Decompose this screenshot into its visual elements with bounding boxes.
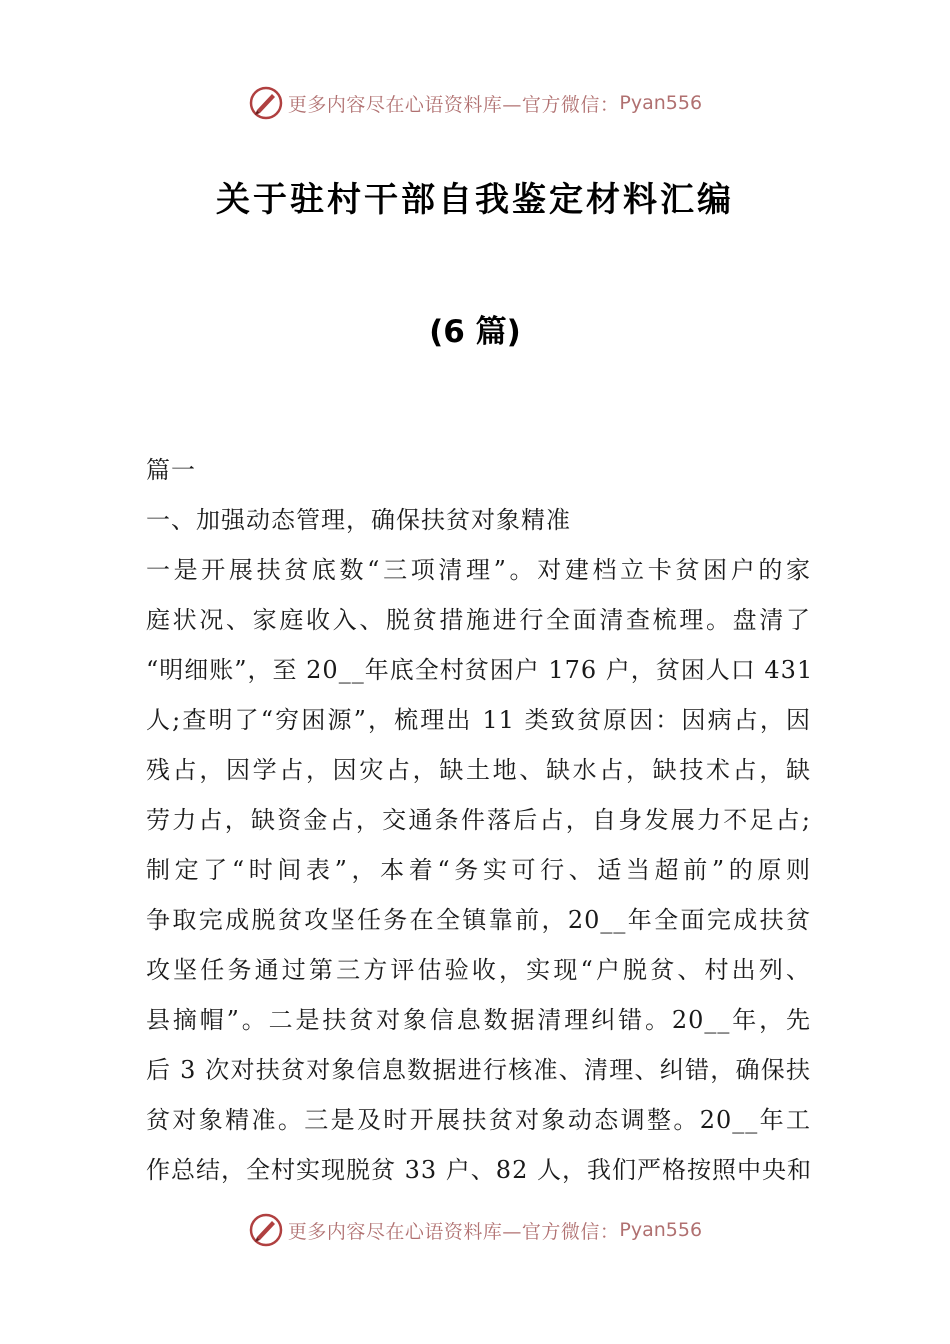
document-subtitle: (6 篇) bbox=[429, 314, 521, 350]
document-title: 关于驻村干部自我鉴定材料汇编 bbox=[216, 180, 734, 220]
body-line: 贫对象精准。三是及时开展扶贫对象动态调整。20__年工 bbox=[146, 1106, 811, 1134]
body-line: 攻坚任务通过第三方评估验收，实现“户脱贫、村出列、 bbox=[146, 956, 811, 984]
watermark-text: 更多内容尽在心语资料库—官方微信： bbox=[287, 1220, 620, 1243]
pen-logo-icon bbox=[248, 85, 284, 121]
document-body bbox=[146, 445, 814, 1195]
watermark-id: Pyan556 bbox=[619, 1219, 703, 1241]
watermark-banner-top bbox=[0, 83, 950, 123]
body-line: 一是开展扶贫底数“三项清理”。对建档立卡贫困户的家 bbox=[146, 556, 811, 584]
watermark-banner-bottom bbox=[0, 1210, 950, 1250]
watermark-id: Pyan556 bbox=[619, 92, 703, 114]
body-line: 人;查明了“穷困源”，梳理出 11 类致贫原因：因病占，因 bbox=[146, 706, 811, 734]
body-line: 庭状况、家庭收入、脱贫措施进行全面清查梳理。盘清了 bbox=[146, 606, 811, 634]
body-line: 争取完成脱贫攻坚任务在全镇靠前，20__年全面完成扶贫 bbox=[146, 906, 811, 934]
pen-logo-icon bbox=[248, 1212, 284, 1248]
watermark-text: 更多内容尽在心语资料库—官方微信： bbox=[287, 93, 620, 116]
subsection-heading: 一、加强动态管理，确保扶贫对象精准 bbox=[146, 506, 571, 534]
body-line: 劳力占，缺资金占，交通条件落后占，自身发展力不足占; bbox=[146, 806, 811, 834]
body-line: 制定了“时间表”，本着“务实可行、适当超前”的原则 bbox=[146, 856, 811, 884]
section-heading: 篇一 bbox=[146, 456, 196, 484]
body-line: 县摘帽”。二是扶贫对象信息数据清理纠错。20__年，先 bbox=[146, 1006, 811, 1034]
body-line: “明细账”，至 20__年底全村贫困户 176 户，贫困人口 431 bbox=[146, 656, 814, 684]
body-line: 作总结，全村实现脱贫 33 户、82 人，我们严格按照中央和 bbox=[146, 1156, 812, 1184]
body-line: 后 3 次对扶贫对象信息数据进行核准、清理、纠错，确保扶 bbox=[146, 1056, 811, 1084]
body-line: 残占，因学占，因灾占，缺土地、缺水占，缺技术占，缺 bbox=[146, 756, 811, 784]
